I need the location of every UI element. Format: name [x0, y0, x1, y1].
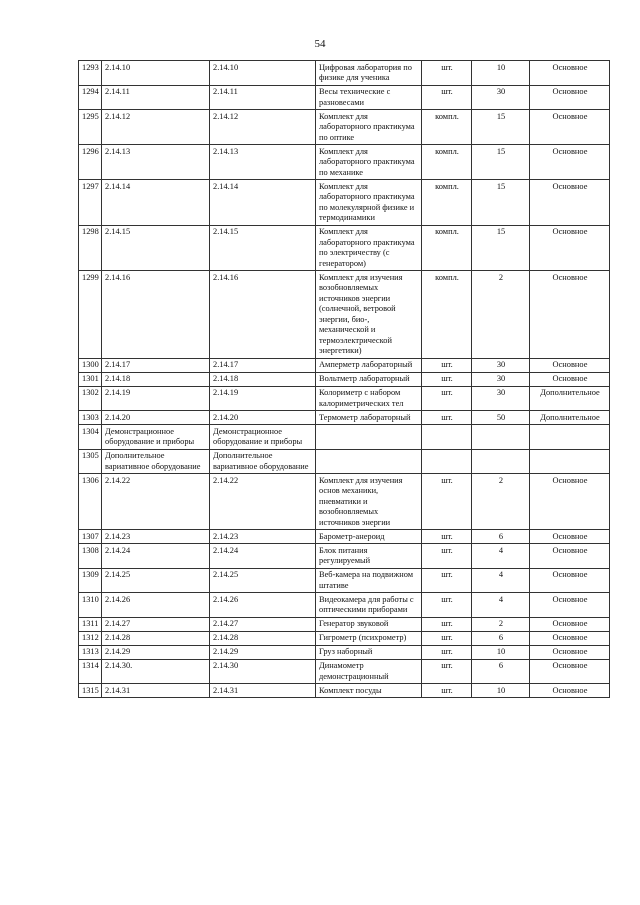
- code-a-cell: 2.14.25: [102, 568, 210, 593]
- quantity-cell: 15: [472, 145, 530, 180]
- equipment-type-cell: Основное: [530, 474, 610, 530]
- item-name-cell: Комплект посуды: [316, 684, 422, 698]
- table-row: [79, 372, 610, 386]
- code-a-cell: 2.14.31: [102, 684, 210, 698]
- unit-cell: шт.: [422, 386, 472, 411]
- item-name-cell: [316, 449, 422, 474]
- code-a-cell: 2.14.11: [102, 85, 210, 110]
- unit-cell: компл.: [422, 271, 472, 359]
- quantity-cell: 10: [472, 61, 530, 86]
- quantity-cell: 6: [472, 631, 530, 645]
- equipment-type-cell: Дополнительное: [530, 386, 610, 411]
- item-name-cell: Весы технические с разновесами: [316, 85, 422, 110]
- row-number-cell: 1304: [79, 425, 102, 450]
- code-b-cell: 2.14.18: [210, 372, 316, 386]
- row-number-cell: 1311: [79, 617, 102, 631]
- equipment-type-cell: Основное: [530, 645, 610, 659]
- row-number-cell: 1302: [79, 386, 102, 411]
- table-row: [79, 474, 610, 530]
- table-row: [79, 411, 610, 425]
- equipment-type-cell: Основное: [530, 358, 610, 372]
- item-name-cell: Гигрометр (психрометр): [316, 631, 422, 645]
- equipment-type-cell: Основное: [530, 617, 610, 631]
- unit-cell: шт.: [422, 659, 472, 684]
- page-number: 54: [314, 38, 326, 50]
- quantity-cell: 10: [472, 645, 530, 659]
- unit-cell: шт.: [422, 474, 472, 530]
- table-row: [79, 617, 610, 631]
- quantity-cell: 50: [472, 411, 530, 425]
- row-number-cell: 1297: [79, 180, 102, 226]
- item-name-cell: Вольтметр лабораторный: [316, 372, 422, 386]
- row-number-cell: 1310: [79, 593, 102, 618]
- quantity-cell: 4: [472, 593, 530, 618]
- code-b-cell: 2.14.23: [210, 530, 316, 544]
- code-a-cell: 2.14.10: [102, 61, 210, 86]
- quantity-cell: 6: [472, 530, 530, 544]
- code-a-cell: 2.14.15: [102, 225, 210, 271]
- row-number-cell: 1308: [79, 544, 102, 569]
- quantity-cell: 30: [472, 386, 530, 411]
- item-name-cell: Комплект для лабораторного практикума по электричеству (с генератором): [316, 225, 422, 271]
- item-name-cell: Комплект для изучения возобновляемых источников энергии (солнечной, ветровой энергии, био-, механической и термоэлектрической энергетики): [316, 271, 422, 359]
- code-b-cell: 2.14.19: [210, 386, 316, 411]
- quantity-cell: 30: [472, 372, 530, 386]
- unit-cell: шт.: [422, 372, 472, 386]
- equipment-type-cell: Основное: [530, 271, 610, 359]
- quantity-cell: 15: [472, 110, 530, 145]
- quantity-cell: 4: [472, 544, 530, 569]
- table-row: [79, 659, 610, 684]
- code-b-cell: 2.14.11: [210, 85, 316, 110]
- unit-cell: шт.: [422, 684, 472, 698]
- unit-cell: шт.: [422, 530, 472, 544]
- table-row: [79, 358, 610, 372]
- code-a-cell: 2.14.28: [102, 631, 210, 645]
- item-name-cell: Комплект для изучения основ механики, пневматики и возобновляемых источников энергии: [316, 474, 422, 530]
- equipment-type-cell: Основное: [530, 180, 610, 226]
- code-b-cell: 2.14.31: [210, 684, 316, 698]
- code-b-cell: Демонстрационное оборудование и приборы: [210, 425, 316, 450]
- table-row: [79, 568, 610, 593]
- unit-cell: компл.: [422, 225, 472, 271]
- row-number-cell: 1298: [79, 225, 102, 271]
- code-a-cell: Дополнительное вариативное оборудование: [102, 449, 210, 474]
- unit-cell: шт.: [422, 358, 472, 372]
- table-row: [79, 684, 610, 698]
- table-row: [79, 530, 610, 544]
- unit-cell: [422, 449, 472, 474]
- equipment-type-cell: Основное: [530, 684, 610, 698]
- item-name-cell: Амперметр лабораторный: [316, 358, 422, 372]
- code-b-cell: 2.14.29: [210, 645, 316, 659]
- item-name-cell: Комплект для лабораторного практикума по молекулярной физике и термодинамики: [316, 180, 422, 226]
- item-name-cell: Генератор звуковой: [316, 617, 422, 631]
- unit-cell: шт.: [422, 645, 472, 659]
- row-number-cell: 1307: [79, 530, 102, 544]
- table-row: [79, 386, 610, 411]
- item-name-cell: [316, 425, 422, 450]
- code-b-cell: 2.14.25: [210, 568, 316, 593]
- unit-cell: шт.: [422, 568, 472, 593]
- code-a-cell: 2.14.19: [102, 386, 210, 411]
- code-b-cell: 2.14.17: [210, 358, 316, 372]
- equipment-type-cell: Основное: [530, 145, 610, 180]
- table-row: [79, 61, 610, 86]
- equipment-type-cell: Основное: [530, 110, 610, 145]
- unit-cell: шт.: [422, 617, 472, 631]
- code-b-cell: Дополнительное вариативное оборудование: [210, 449, 316, 474]
- item-name-cell: Цифровая лаборатория по физике для ученика: [316, 61, 422, 86]
- equipment-type-cell: Основное: [530, 225, 610, 271]
- row-number-cell: 1314: [79, 659, 102, 684]
- item-name-cell: Комплект для лабораторного практикума по оптике: [316, 110, 422, 145]
- quantity-cell: 2: [472, 617, 530, 631]
- row-number-cell: 1293: [79, 61, 102, 86]
- item-name-cell: Динамометр демонстрационный: [316, 659, 422, 684]
- quantity-cell: 10: [472, 684, 530, 698]
- unit-cell: компл.: [422, 180, 472, 226]
- table-row: [79, 271, 610, 359]
- row-number-cell: 1313: [79, 645, 102, 659]
- code-a-cell: 2.14.14: [102, 180, 210, 226]
- unit-cell: шт.: [422, 85, 472, 110]
- item-name-cell: Груз наборный: [316, 645, 422, 659]
- equipment-type-cell: Основное: [530, 568, 610, 593]
- quantity-cell: [472, 425, 530, 450]
- row-number-cell: 1305: [79, 449, 102, 474]
- code-b-cell: 2.14.20: [210, 411, 316, 425]
- table-row: [79, 593, 610, 618]
- code-a-cell: 2.14.16: [102, 271, 210, 359]
- unit-cell: шт.: [422, 593, 472, 618]
- table-row: [79, 449, 610, 474]
- table-row: [79, 425, 610, 450]
- table-row: [79, 85, 610, 110]
- quantity-cell: 4: [472, 568, 530, 593]
- equipment-type-cell: Основное: [530, 593, 610, 618]
- equipment-type-cell: Основное: [530, 544, 610, 569]
- code-b-cell: 2.14.16: [210, 271, 316, 359]
- quantity-cell: 6: [472, 659, 530, 684]
- code-a-cell: 2.14.26: [102, 593, 210, 618]
- quantity-cell: 2: [472, 271, 530, 359]
- unit-cell: шт.: [422, 544, 472, 569]
- code-a-cell: 2.14.29: [102, 645, 210, 659]
- table-row: [79, 544, 610, 569]
- item-name-cell: Комплект для лабораторного практикума по механике: [316, 145, 422, 180]
- row-number-cell: 1295: [79, 110, 102, 145]
- quantity-cell: 15: [472, 225, 530, 271]
- code-a-cell: 2.14.30.: [102, 659, 210, 684]
- row-number-cell: 1294: [79, 85, 102, 110]
- code-b-cell: 2.14.10: [210, 61, 316, 86]
- row-number-cell: 1303: [79, 411, 102, 425]
- row-number-cell: 1306: [79, 474, 102, 530]
- unit-cell: шт.: [422, 631, 472, 645]
- equipment-table: [78, 60, 610, 698]
- code-b-cell: 2.14.13: [210, 145, 316, 180]
- unit-cell: компл.: [422, 110, 472, 145]
- table-row: [79, 180, 610, 226]
- code-a-cell: 2.14.12: [102, 110, 210, 145]
- code-b-cell: 2.14.24: [210, 544, 316, 569]
- table-body: [79, 61, 610, 698]
- item-name-cell: Блок питания регулируемый: [316, 544, 422, 569]
- code-b-cell: 2.14.30: [210, 659, 316, 684]
- unit-cell: [422, 425, 472, 450]
- row-number-cell: 1299: [79, 271, 102, 359]
- equipment-type-cell: Основное: [530, 631, 610, 645]
- table-row: [79, 645, 610, 659]
- equipment-type-cell: Основное: [530, 530, 610, 544]
- quantity-cell: 30: [472, 85, 530, 110]
- row-number-cell: 1312: [79, 631, 102, 645]
- code-b-cell: 2.14.26: [210, 593, 316, 618]
- equipment-type-cell: Основное: [530, 659, 610, 684]
- code-b-cell: 2.14.15: [210, 225, 316, 271]
- unit-cell: шт.: [422, 61, 472, 86]
- code-a-cell: Демонстрационное оборудование и приборы: [102, 425, 210, 450]
- row-number-cell: 1315: [79, 684, 102, 698]
- code-a-cell: 2.14.27: [102, 617, 210, 631]
- equipment-type-cell: Основное: [530, 85, 610, 110]
- item-name-cell: Веб-камера на подвижном штативе: [316, 568, 422, 593]
- row-number-cell: 1301: [79, 372, 102, 386]
- code-a-cell: 2.14.23: [102, 530, 210, 544]
- code-b-cell: 2.14.12: [210, 110, 316, 145]
- unit-cell: компл.: [422, 145, 472, 180]
- code-a-cell: 2.14.18: [102, 372, 210, 386]
- row-number-cell: 1309: [79, 568, 102, 593]
- equipment-type-cell: Дополнительное: [530, 411, 610, 425]
- equipment-type-cell: [530, 425, 610, 450]
- equipment-type-cell: Основное: [530, 61, 610, 86]
- code-b-cell: 2.14.28: [210, 631, 316, 645]
- table-row: [79, 110, 610, 145]
- row-number-cell: 1296: [79, 145, 102, 180]
- code-a-cell: 2.14.20: [102, 411, 210, 425]
- code-b-cell: 2.14.22: [210, 474, 316, 530]
- row-number-cell: 1300: [79, 358, 102, 372]
- code-a-cell: 2.14.13: [102, 145, 210, 180]
- quantity-cell: 15: [472, 180, 530, 226]
- equipment-type-cell: [530, 449, 610, 474]
- code-a-cell: 2.14.17: [102, 358, 210, 372]
- item-name-cell: Колориметр с набором калориметрических тел: [316, 386, 422, 411]
- table-row: [79, 225, 610, 271]
- table-row: [79, 145, 610, 180]
- unit-cell: шт.: [422, 411, 472, 425]
- quantity-cell: 2: [472, 474, 530, 530]
- code-a-cell: 2.14.24: [102, 544, 210, 569]
- table-row: [79, 631, 610, 645]
- code-a-cell: 2.14.22: [102, 474, 210, 530]
- item-name-cell: Барометр-анероид: [316, 530, 422, 544]
- quantity-cell: 30: [472, 358, 530, 372]
- code-b-cell: 2.14.27: [210, 617, 316, 631]
- quantity-cell: [472, 449, 530, 474]
- item-name-cell: Видеокамера для работы с оптическими приборами: [316, 593, 422, 618]
- code-b-cell: 2.14.14: [210, 180, 316, 226]
- equipment-type-cell: Основное: [530, 372, 610, 386]
- item-name-cell: Термометр лабораторный: [316, 411, 422, 425]
